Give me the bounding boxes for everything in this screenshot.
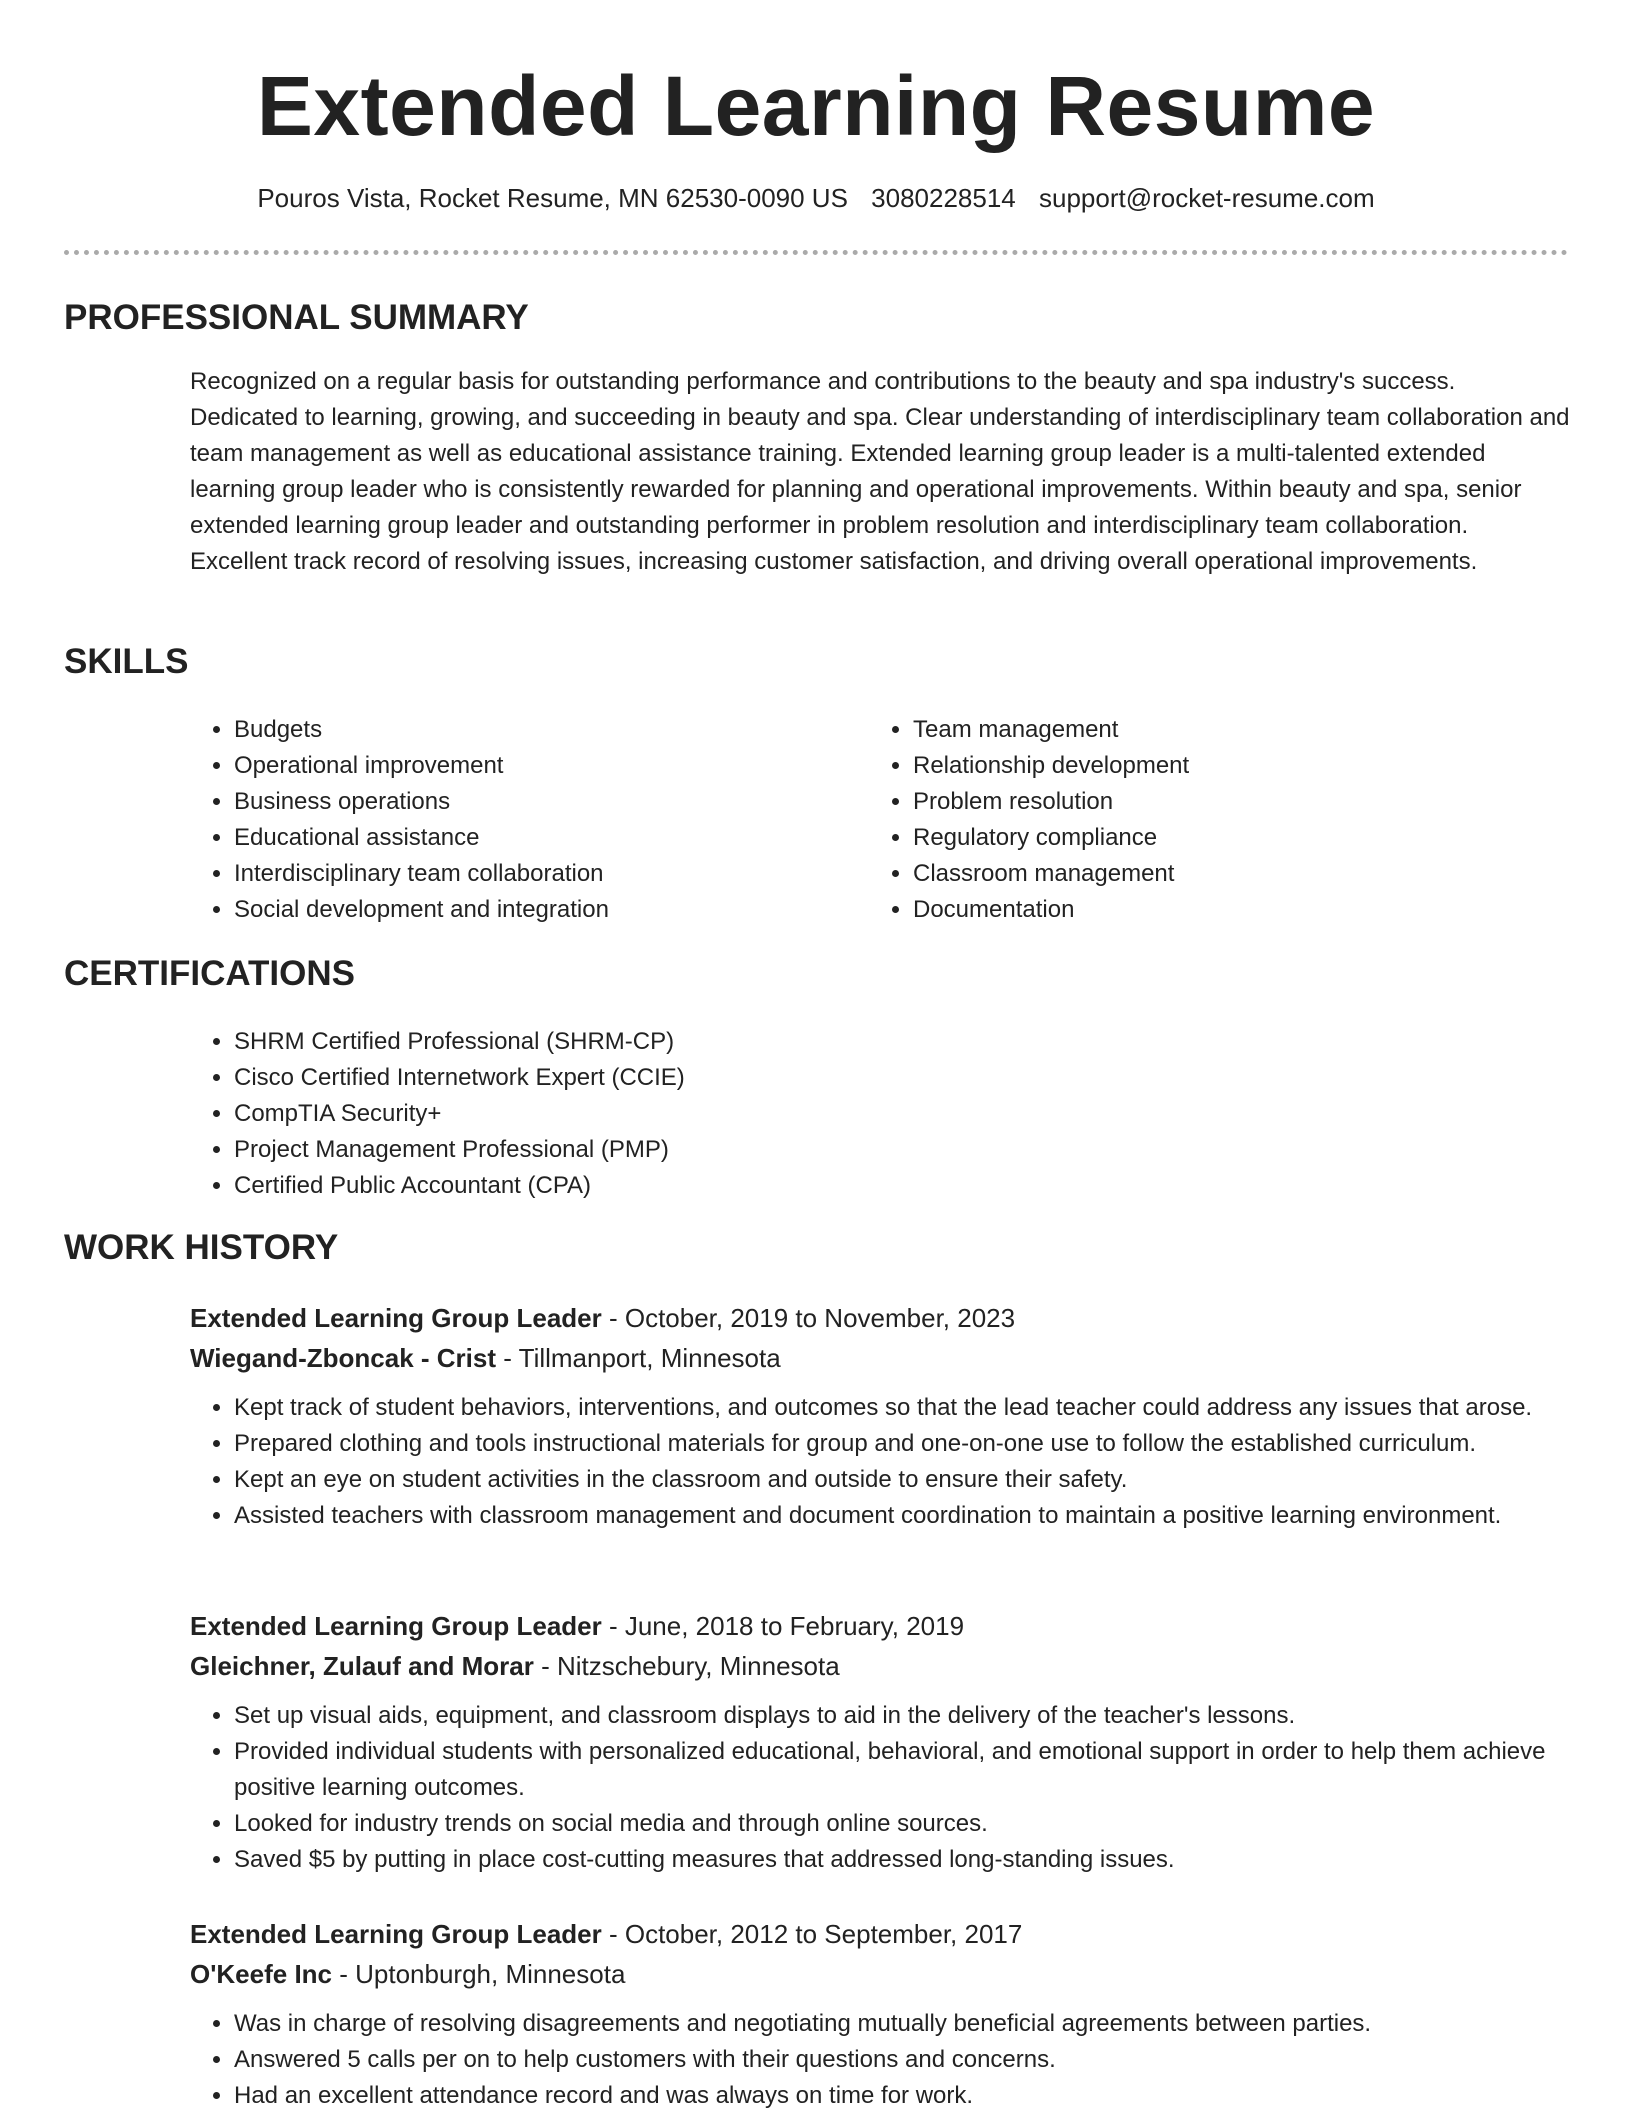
job-dates: - October, 2019 to November, 2023 [601,1303,1016,1333]
contact-address: Pouros Vista, Rocket Resume, MN 62530-0090 US [257,183,848,213]
job-company: O'Keefe Inc [190,1959,333,1989]
skill-item: • Problem resolution [913,784,1489,820]
header-divider [64,250,1568,255]
job-company: Gleichner, Zulauf and Morar [190,1651,534,1681]
job-title-line [190,1606,1570,1646]
job-entry [190,1914,1570,2114]
skill-item: • Interdisciplinary team collaboration [234,856,810,892]
job-duty: • Kept an eye on student activities in the classroom and outside to ensure their safety. [234,1462,1570,1498]
job-duties [190,1390,1570,1534]
job-dates: - October, 2012 to September, 2017 [601,1919,1023,1949]
resume-title: Extended Learning Resume [256,59,1376,153]
skill-item: • Relationship development [913,748,1489,784]
job-title: Extended Learning Group Leader [190,1919,602,1949]
job-duty: • Provided individual students with personalized educational, behavioral, and emotional support in order to help them achieve positive learning outcomes. [234,1734,1570,1806]
job-duty: • Saved $5 by putting in place cost-cutting measures that addressed long-standing issues. [234,1842,1570,1878]
certifications-list [190,1024,1190,1204]
job-company-line [190,1338,1570,1378]
certifications-heading: CERTIFICATIONS [64,954,356,993]
job-location: - Nitzschebury, Minnesota [533,1651,840,1681]
job-duty: • Kept track of student behaviors, interventions, and outcomes so that the lead teacher could address any issues that arose. [234,1390,1570,1426]
job-company-line [190,1954,1570,1994]
job-duties [190,2006,1570,2114]
skill-item: • Budgets [234,712,810,748]
skill-item: • Operational improvement [234,748,810,784]
contact-email: support@rocket-resume.com [1039,183,1375,213]
summary-text: Recognized on a regular basis for outstanding performance and contributions to the beauty and spa industry's success. Dedicated to learning, growing, and succeeding in beauty and spa. Clear understanding of interdisciplinary team collaboration and team management as well as educational assistance training. Extended learning group leader is a multi-talented extended learning group leader who is consistently rewarded for planning and operational improvements. Within beauty and spa, senior extended learning group leader and outstanding performer in problem resolution and interdisciplinary team collaboration. Excellent track record of resolving issues, increasing customer satisfaction, and driving overall operational improvements. [190,368,1570,575]
contact-phone: 3080228514 [871,183,1016,213]
job-title-line [190,1298,1570,1338]
skills-heading: SKILLS [64,642,189,681]
job-location: - Tillmanport, Minnesota [496,1343,781,1373]
job-duty: • Answered 5 calls per on to help customers with their questions and concerns. [234,2042,1570,2078]
certification-item: • Cisco Certified Internetwork Expert (CCIE) [234,1060,1190,1096]
certification-item: • SHRM Certified Professional (SHRM-CP) [234,1024,1190,1060]
job-title: Extended Learning Group Leader [190,1303,602,1333]
skill-item: • Team management [913,712,1489,748]
certification-item: • CompTIA Security+ [234,1096,1190,1132]
job-entry [190,1606,1570,1878]
job-duty: • Assisted teachers with classroom management and document coordination to maintain a positive learning environment. [234,1498,1570,1534]
skill-item: • Regulatory compliance [913,820,1489,856]
skill-item: • Educational assistance [234,820,810,856]
job-duty: • Was in charge of resolving disagreements and negotiating mutually beneficial agreements between parties. [234,2006,1570,2042]
job-company: Wiegand-Zboncak - Crist [190,1343,497,1373]
job-duty: • Had an excellent attendance record and was always on time for work. [234,2078,1570,2114]
skill-item: • Classroom management [913,856,1489,892]
job-title: Extended Learning Group Leader [190,1611,602,1641]
skill-item: • Documentation [913,892,1489,928]
job-dates: - June, 2018 to February, 2019 [601,1611,965,1641]
job-company-line [190,1646,1570,1686]
skill-item: • Social development and integration [234,892,810,928]
certification-item: • Certified Public Accountant (CPA) [234,1168,1190,1204]
job-title-line [190,1914,1570,1954]
summary-heading: PROFESSIONAL SUMMARY [64,298,529,337]
job-duty: • Set up visual aids, equipment, and classroom displays to aid in the delivery of the teacher's lessons. [234,1698,1570,1734]
certification-item: • Project Management Professional (PMP) [234,1132,1190,1168]
skills-column-right [869,712,1489,928]
job-duty: • Prepared clothing and tools instructional materials for group and one-on-one use to follow the established curriculum. [234,1426,1570,1462]
work-history-heading: WORK HISTORY [64,1228,339,1267]
skills-column-left [190,712,810,928]
job-duties [190,1698,1570,1878]
contact-line [0,180,1632,216]
job-entry [190,1298,1570,1534]
skill-item: • Business operations [234,784,810,820]
job-duty: • Looked for industry trends on social media and through online sources. [234,1806,1570,1842]
job-location: - Uptonburgh, Minnesota [332,1959,626,1989]
